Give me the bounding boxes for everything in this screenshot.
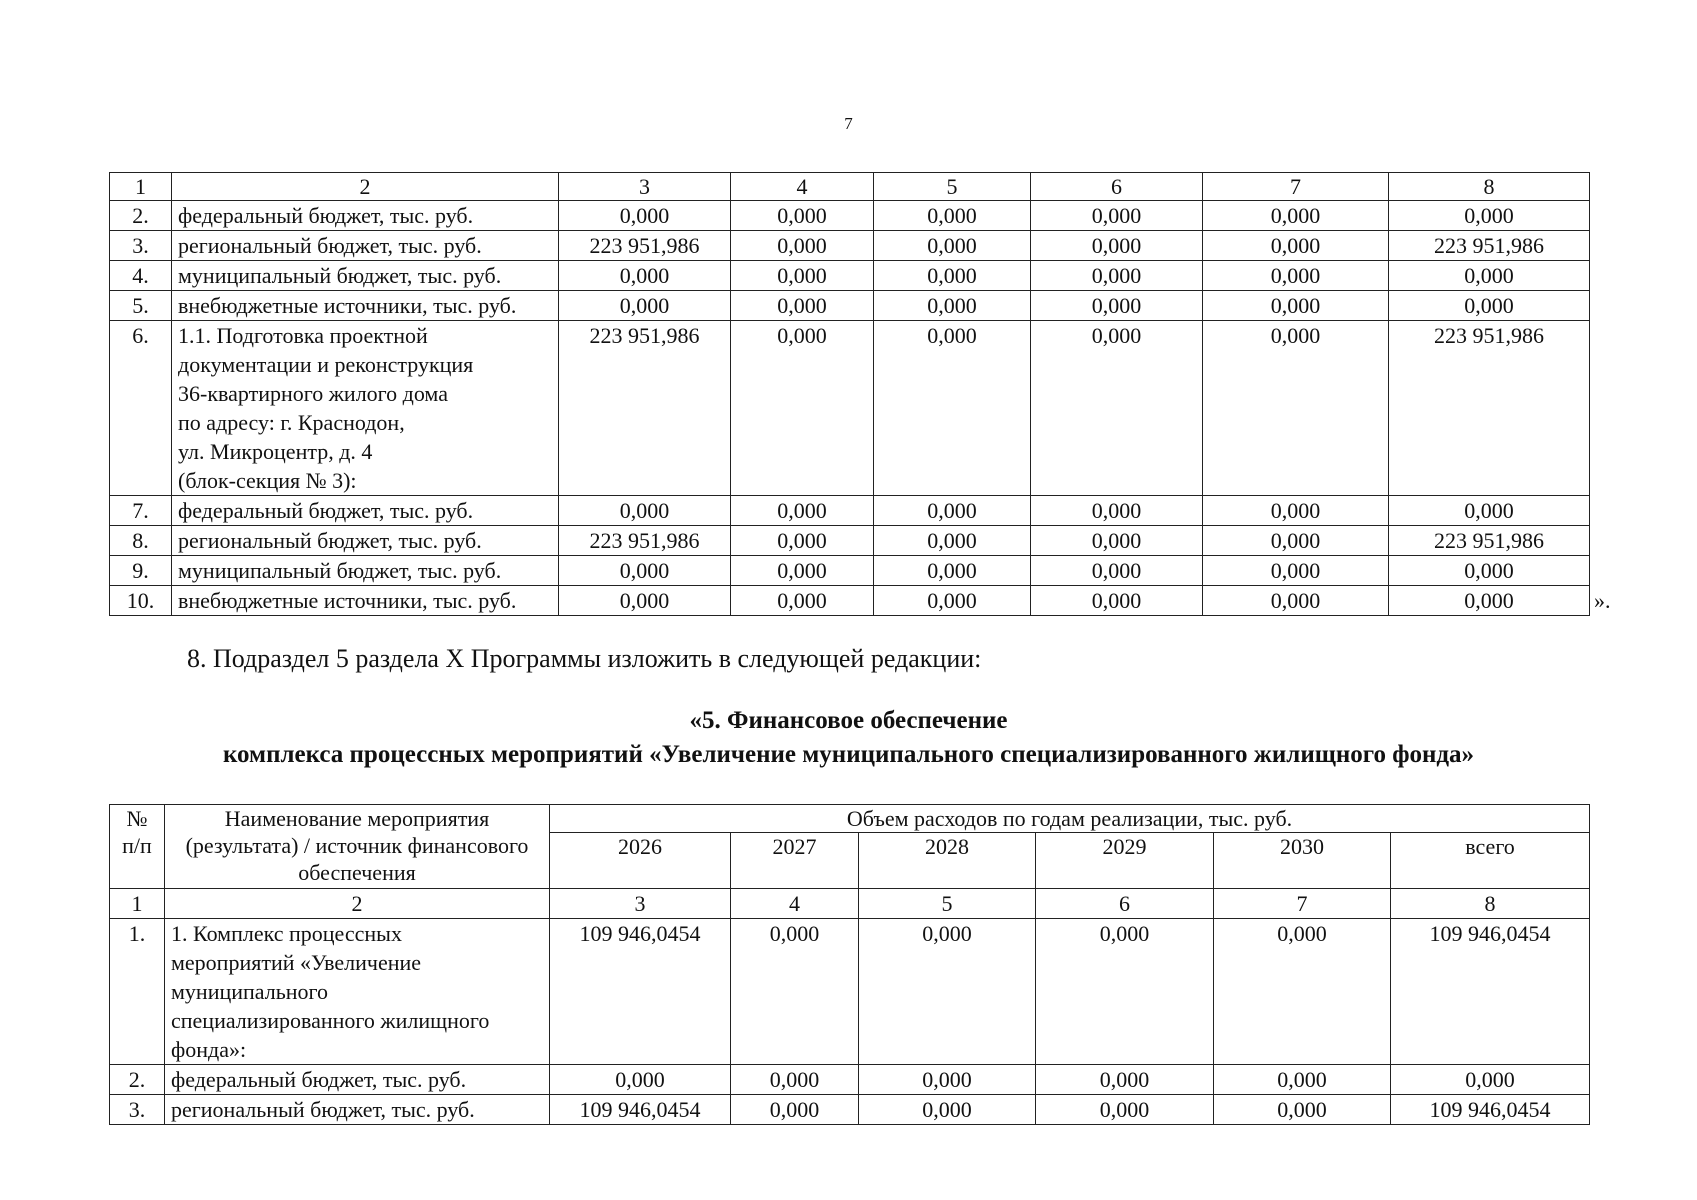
value-cell: 0,000 (1031, 321, 1203, 496)
row-number: 10. (110, 586, 172, 616)
column-header-number: № п/п (110, 805, 165, 889)
section-heading: «5. Финансовое обеспечение (689, 707, 1008, 734)
row-number: 3. (110, 1095, 165, 1125)
column-header-name: Наименование мероприятия (результата) / источник финансового обеспечения (165, 805, 550, 889)
value-cell: 0,000 (1203, 291, 1389, 321)
value-cell: 223 951,986 (559, 231, 731, 261)
value-cell: 223 951,986 (1389, 526, 1590, 556)
value-cell: 0,000 (731, 526, 874, 556)
value-cell: 109 946,0454 (550, 1095, 731, 1125)
row-number: 7. (110, 496, 172, 526)
activity-name-line: 1. Комплекс процессных (171, 921, 402, 946)
table-row (110, 919, 1590, 1065)
value-cell: 0,000 (1389, 556, 1590, 586)
column-number: 3 (559, 173, 731, 201)
activity-name-line: 36-квартирного жилого дома (178, 381, 448, 406)
value-cell: 0,000 (731, 586, 874, 616)
activity-name-line: фонда»: (171, 1037, 247, 1062)
value-cell: 0,000 (559, 586, 731, 616)
column-number: 1 (110, 889, 165, 919)
column-number: 4 (731, 173, 874, 201)
column-number: 5 (859, 889, 1036, 919)
column-number: 2 (172, 173, 559, 201)
source-name: муниципальный бюджет, тыс. руб. (172, 261, 559, 291)
value-cell: 0,000 (1214, 919, 1391, 1065)
table-row (110, 231, 1590, 261)
value-cell: 0,000 (1031, 261, 1203, 291)
activity-name-line: документации и реконструкция (178, 352, 474, 377)
value-cell: 0,000 (874, 231, 1031, 261)
value-cell: 0,000 (1031, 201, 1203, 231)
row-number: 9. (110, 556, 172, 586)
value-cell: 0,000 (1391, 1065, 1590, 1095)
source-name: региональный бюджет, тыс. руб. (172, 231, 559, 261)
activity-name-line: муниципального (171, 979, 329, 1004)
year-header: 2029 (1036, 833, 1214, 889)
value-cell: 0,000 (1203, 231, 1389, 261)
column-number: 1 (110, 173, 172, 201)
value-cell: 0,000 (1214, 1095, 1391, 1125)
activity-name-line: ул. Микроцентр, д. 4 (178, 439, 373, 464)
value-cell: 0,000 (874, 526, 1031, 556)
column-number: 8 (1391, 889, 1590, 919)
value-cell: 0,000 (1036, 919, 1214, 1065)
value-cell: 0,000 (1031, 556, 1203, 586)
value-cell: 0,000 (1203, 261, 1389, 291)
value-cell: 0,000 (874, 496, 1031, 526)
value-cell: 223 951,986 (1389, 321, 1590, 496)
source-name: федеральный бюджет, тыс. руб. (165, 1065, 550, 1095)
value-cell: 0,000 (874, 201, 1031, 231)
continued-funding-table (109, 172, 1590, 616)
value-cell: 0,000 (731, 231, 874, 261)
value-cell: 0,000 (1389, 586, 1590, 616)
activity-name (172, 321, 559, 496)
column-number-row (110, 889, 1590, 919)
row-number: 4. (110, 261, 172, 291)
row-number: 6. (110, 321, 172, 496)
value-cell: 0,000 (1214, 1065, 1391, 1095)
value-cell: 0,000 (731, 1065, 859, 1095)
section-subheading: комплекса процессных мероприятий «Увеличение муниципального специализированного жилищного фонда» (222, 741, 1475, 768)
table-row (110, 1095, 1590, 1125)
value-cell: 0,000 (1203, 556, 1389, 586)
value-cell: 0,000 (1031, 586, 1203, 616)
table-row (110, 526, 1590, 556)
source-name: региональный бюджет, тыс. руб. (172, 526, 559, 556)
value-cell: 0,000 (859, 1095, 1036, 1125)
column-number: 6 (1036, 889, 1214, 919)
value-cell: 0,000 (731, 321, 874, 496)
activity-name-line: (блок-секция № 3): (178, 468, 357, 493)
amendment-paragraph: 8. Подраздел 5 раздела X Программы изложить в следующей редакции: (187, 644, 982, 673)
value-cell: 0,000 (550, 1065, 731, 1095)
source-name: внебюджетные источники, тыс. руб. (172, 586, 559, 616)
column-number: 2 (165, 889, 550, 919)
source-name: федеральный бюджет, тыс. руб. (172, 201, 559, 231)
value-cell: 0,000 (559, 261, 731, 291)
header-row (110, 805, 1590, 833)
column-number: 5 (874, 173, 1031, 201)
value-cell: 0,000 (731, 496, 874, 526)
closing-quote: ». (1594, 588, 1611, 613)
activity-name (165, 919, 550, 1065)
value-cell: 0,000 (559, 556, 731, 586)
column-number: 8 (1389, 173, 1590, 201)
year-header: 2030 (1214, 833, 1391, 889)
source-name: внебюджетные источники, тыс. руб. (172, 291, 559, 321)
value-cell: 0,000 (874, 586, 1031, 616)
value-cell: 109 946,0454 (1391, 1095, 1590, 1125)
value-cell: 0,000 (559, 201, 731, 231)
column-number: 7 (1203, 173, 1389, 201)
value-cell: 0,000 (1036, 1095, 1214, 1125)
value-cell: 0,000 (559, 496, 731, 526)
table-row (110, 1065, 1590, 1095)
value-cell: 0,000 (874, 556, 1031, 586)
row-number: 5. (110, 291, 172, 321)
table-row (110, 321, 1590, 496)
source-name: региональный бюджет, тыс. руб. (165, 1095, 550, 1125)
table-row (110, 261, 1590, 291)
value-cell: 109 946,0454 (550, 919, 731, 1065)
value-cell: 0,000 (731, 919, 859, 1065)
funding-table (109, 804, 1590, 1125)
column-group-header: Объем расходов по годам реализации, тыс. руб. (550, 805, 1590, 833)
value-cell: 109 946,0454 (1391, 919, 1590, 1065)
value-cell: 223 951,986 (559, 321, 731, 496)
total-header: всего (1391, 833, 1590, 889)
table-row (110, 496, 1590, 526)
value-cell: 0,000 (1203, 496, 1389, 526)
source-name: федеральный бюджет, тыс. руб. (172, 496, 559, 526)
column-number: 7 (1214, 889, 1391, 919)
value-cell: 0,000 (1389, 291, 1590, 321)
column-number: 4 (731, 889, 859, 919)
value-cell: 223 951,986 (1389, 231, 1590, 261)
activity-name-line: 1.1. Подготовка проектной (178, 323, 428, 348)
value-cell: 0,000 (1031, 291, 1203, 321)
value-cell: 0,000 (1031, 526, 1203, 556)
page-number: 7 (844, 114, 853, 133)
column-number-row (110, 173, 1590, 201)
column-number: 6 (1031, 173, 1203, 201)
value-cell: 0,000 (1036, 1065, 1214, 1095)
value-cell: 0,000 (731, 556, 874, 586)
year-header: 2026 (550, 833, 731, 889)
value-cell: 223 951,986 (559, 526, 731, 556)
activity-name-line: мероприятий «Увеличение (171, 950, 422, 975)
value-cell: 0,000 (731, 261, 874, 291)
value-cell: 0,000 (1389, 496, 1590, 526)
row-number: 8. (110, 526, 172, 556)
year-header: 2027 (731, 833, 859, 889)
value-cell: 0,000 (1031, 231, 1203, 261)
value-cell: 0,000 (874, 321, 1031, 496)
value-cell: 0,000 (859, 1065, 1036, 1095)
row-number: 2. (110, 1065, 165, 1095)
row-number: 3. (110, 231, 172, 261)
value-cell: 0,000 (874, 261, 1031, 291)
source-name: муниципальный бюджет, тыс. руб. (172, 556, 559, 586)
activity-name-line: по адресу: г. Краснодон, (178, 410, 405, 435)
row-number: 1. (110, 919, 165, 1065)
value-cell: 0,000 (1203, 586, 1389, 616)
row-number: 2. (110, 201, 172, 231)
value-cell: 0,000 (731, 201, 874, 231)
table-row (110, 291, 1590, 321)
table-row (110, 586, 1590, 616)
value-cell: 0,000 (1031, 496, 1203, 526)
table-row (110, 556, 1590, 586)
value-cell: 0,000 (859, 919, 1036, 1065)
value-cell: 0,000 (559, 291, 731, 321)
value-cell: 0,000 (874, 291, 1031, 321)
value-cell: 0,000 (1203, 526, 1389, 556)
column-number: 3 (550, 889, 731, 919)
table-row (110, 201, 1590, 231)
value-cell: 0,000 (1389, 261, 1590, 291)
activity-name-line: специализированного жилищного (171, 1008, 490, 1033)
value-cell: 0,000 (1389, 201, 1590, 231)
value-cell: 0,000 (731, 291, 874, 321)
year-header: 2028 (859, 833, 1036, 889)
value-cell: 0,000 (731, 1095, 859, 1125)
value-cell: 0,000 (1203, 201, 1389, 231)
value-cell: 0,000 (1203, 321, 1389, 496)
